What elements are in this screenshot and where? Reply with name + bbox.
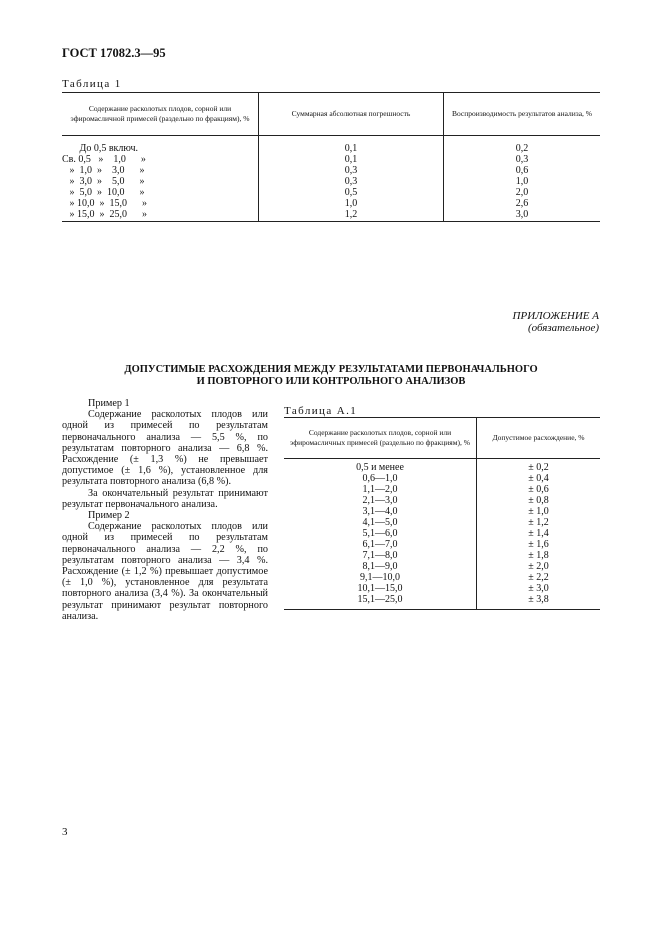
- table-row: [284, 594, 600, 610]
- table1-caption: Таблица 1: [62, 78, 122, 90]
- tableA1-dev-cell: ± 2,0: [477, 561, 601, 572]
- table1-error-cell: 0,1: [259, 154, 444, 165]
- tableA1-dev-cell: ± 0,8: [477, 495, 601, 506]
- table1-error-cell: 1,0: [259, 198, 444, 209]
- table1-repro-cell: 1,0: [444, 176, 601, 187]
- appendix-heading-line1: ДОПУСТИМЫЕ РАСХОЖДЕНИЯ МЕЖДУ РЕЗУЛЬТАТАМИ ПЕРВОНАЧАЛЬНОГО: [124, 364, 538, 375]
- table1-range-cell: » 5,0 » 10,0 »: [62, 187, 145, 198]
- example2-title: Пример 2: [88, 510, 130, 522]
- tableA1-range-cell: 5,1—6,0: [362, 528, 398, 539]
- table-row: [62, 176, 600, 187]
- tableA1-dev-cell: ± 1,0: [477, 506, 601, 517]
- table-row: [284, 484, 600, 495]
- tableA1-dev-cell: ± 0,6: [477, 484, 601, 495]
- tableA1-range-cell: 2,1—3,0: [362, 495, 398, 506]
- table-row: [62, 154, 600, 165]
- table1-error-cell: 1,2: [259, 209, 444, 222]
- tableA1-dev-cell: ± 1,6: [477, 539, 601, 550]
- table1: [62, 92, 600, 222]
- table1-range-cell: Св. 0,5 » 1,0 »: [62, 154, 146, 165]
- example1-paragraph1: Содержание расколотых плодов или одной из примесей по результатам первоначального анализа — 5,5 %, по результатам повторного анализа — 6,8 %. Расхождение (± 1,3 %) не превышает допустимое (± 1,6 %), установленное для результата повторного анализа (6,8 %).: [62, 409, 268, 488]
- tableA1-header-content: Содержание расколотых плодов, сорной или эфиромасличных примесей (раздельно по фракциям), %: [284, 418, 477, 459]
- tableA1-range-cell: 9,1—10,0: [360, 572, 400, 583]
- appendix-status: (обязательное): [527, 322, 599, 334]
- table1-error-cell: 0,5: [259, 187, 444, 198]
- table1-header-content: Содержание расколотых плодов, сорной или эфиромасличной примесей (раздельно по фракциям), %: [62, 93, 259, 136]
- appendix-label: ПРИЛОЖЕНИЕ А: [512, 310, 599, 322]
- tableA1-dev-cell: ± 0,4: [477, 473, 601, 484]
- tableA1-dev-cell: ± 1,4: [477, 528, 601, 539]
- table1-error-cell: 0,3: [259, 176, 444, 187]
- table1-range-cell: » 1,0 » 3,0 »: [62, 165, 145, 176]
- table1-repro-cell: 0,2: [444, 136, 601, 155]
- table-row: [62, 136, 600, 155]
- tableA1-dev-cell: ± 0,2: [477, 459, 601, 474]
- table1-header-row: [62, 93, 600, 136]
- table1-header-error: Суммарная абсолютная погрешность: [259, 93, 444, 136]
- table-row: [284, 517, 600, 528]
- example1-title: Пример 1: [88, 398, 130, 409]
- tableA1-header-deviation: Допустимое расхождение, %: [477, 418, 601, 459]
- tableA1-caption: Таблица А.1: [284, 405, 358, 417]
- tableA1-range-cell: 15,1—25,0: [284, 594, 477, 610]
- table1-error-cell: 0,1: [259, 136, 444, 155]
- examples-text: [62, 398, 268, 622]
- tableA1-dev-cell: ± 1,8: [477, 550, 601, 561]
- table-row: [284, 550, 600, 561]
- table1-repro-cell: 3,0: [444, 209, 601, 222]
- tableA1-range-cell: 7,1—8,0: [362, 550, 398, 561]
- table-row: [284, 539, 600, 550]
- table1-range-cell: » 15,0 » 25,0 »: [62, 209, 259, 222]
- table1-range-cell: До 0,5 включ.: [62, 143, 139, 154]
- table-row: [284, 528, 600, 539]
- tableA1-range-cell: 0,5 и менее: [356, 462, 404, 473]
- table1-error-cell: 0,3: [259, 165, 444, 176]
- appendix-heading-line2: И ПОВТОРНОГО ИЛИ КОНТРОЛЬНОГО АНАЛИЗОВ: [196, 376, 466, 387]
- table-row: [62, 198, 600, 209]
- table-row: [62, 165, 600, 176]
- table1-repro-cell: 2,6: [444, 198, 601, 209]
- table1-range-cell: » 3,0 » 5,0 »: [62, 176, 145, 187]
- tableA1-range-cell: 8,1—9,0: [362, 561, 398, 572]
- table-row: [284, 583, 600, 594]
- tableA1-range-cell: 3,1—4,0: [362, 506, 398, 517]
- tableA1-range-cell: 1,1—2,0: [362, 484, 398, 495]
- table1-repro-cell: 0,3: [444, 154, 601, 165]
- example2-paragraph1: Содержание расколотых плодов или одной из примесей по результатам первоначального анализа — 2,2 %, по результатам повторного анализа — 3,4 %. Расхождение (± 1,2 %) превышает допустимое (± 1,0 %), установленное для результата повторного анализа (3,4 %). За окончательный результат принимают результат повторного анализа.: [62, 521, 268, 622]
- table-row: [62, 187, 600, 198]
- table1-range-cell: » 10,0 » 15,0 »: [62, 198, 147, 209]
- tableA1-dev-cell: ± 1,2: [477, 517, 601, 528]
- table-row: [284, 473, 600, 484]
- tableA1-range-cell: 0,6—1,0: [362, 473, 398, 484]
- table1-repro-cell: 2,0: [444, 187, 601, 198]
- page-number: 3: [62, 826, 68, 838]
- tableA1-dev-cell: ± 3,0: [477, 583, 601, 594]
- table1-header-reproducibility: Воспроизводимость результатов анализа, %: [444, 93, 601, 136]
- tableA1-dev-cell: ± 3,8: [477, 594, 601, 610]
- table-row: [284, 561, 600, 572]
- tableA1: [284, 417, 600, 610]
- document-title: ГОСТ 17082.3—95: [62, 46, 166, 60]
- tableA1-range-cell: 10,1—15,0: [357, 583, 403, 594]
- table-row: [62, 209, 600, 222]
- table1-repro-cell: 0,6: [444, 165, 601, 176]
- table-row: [284, 495, 600, 506]
- table-row: [284, 506, 600, 517]
- tableA1-range-cell: 4,1—5,0: [362, 517, 398, 528]
- tableA1-range-cell: 6,1—7,0: [362, 539, 398, 550]
- tableA1-dev-cell: ± 2,2: [477, 572, 601, 583]
- table-row: [284, 459, 600, 474]
- example1-paragraph2: За окончательный результат принимают результат первоначального анализа.: [62, 487, 268, 510]
- table-row: [284, 572, 600, 583]
- tableA1-header-row: [284, 418, 600, 459]
